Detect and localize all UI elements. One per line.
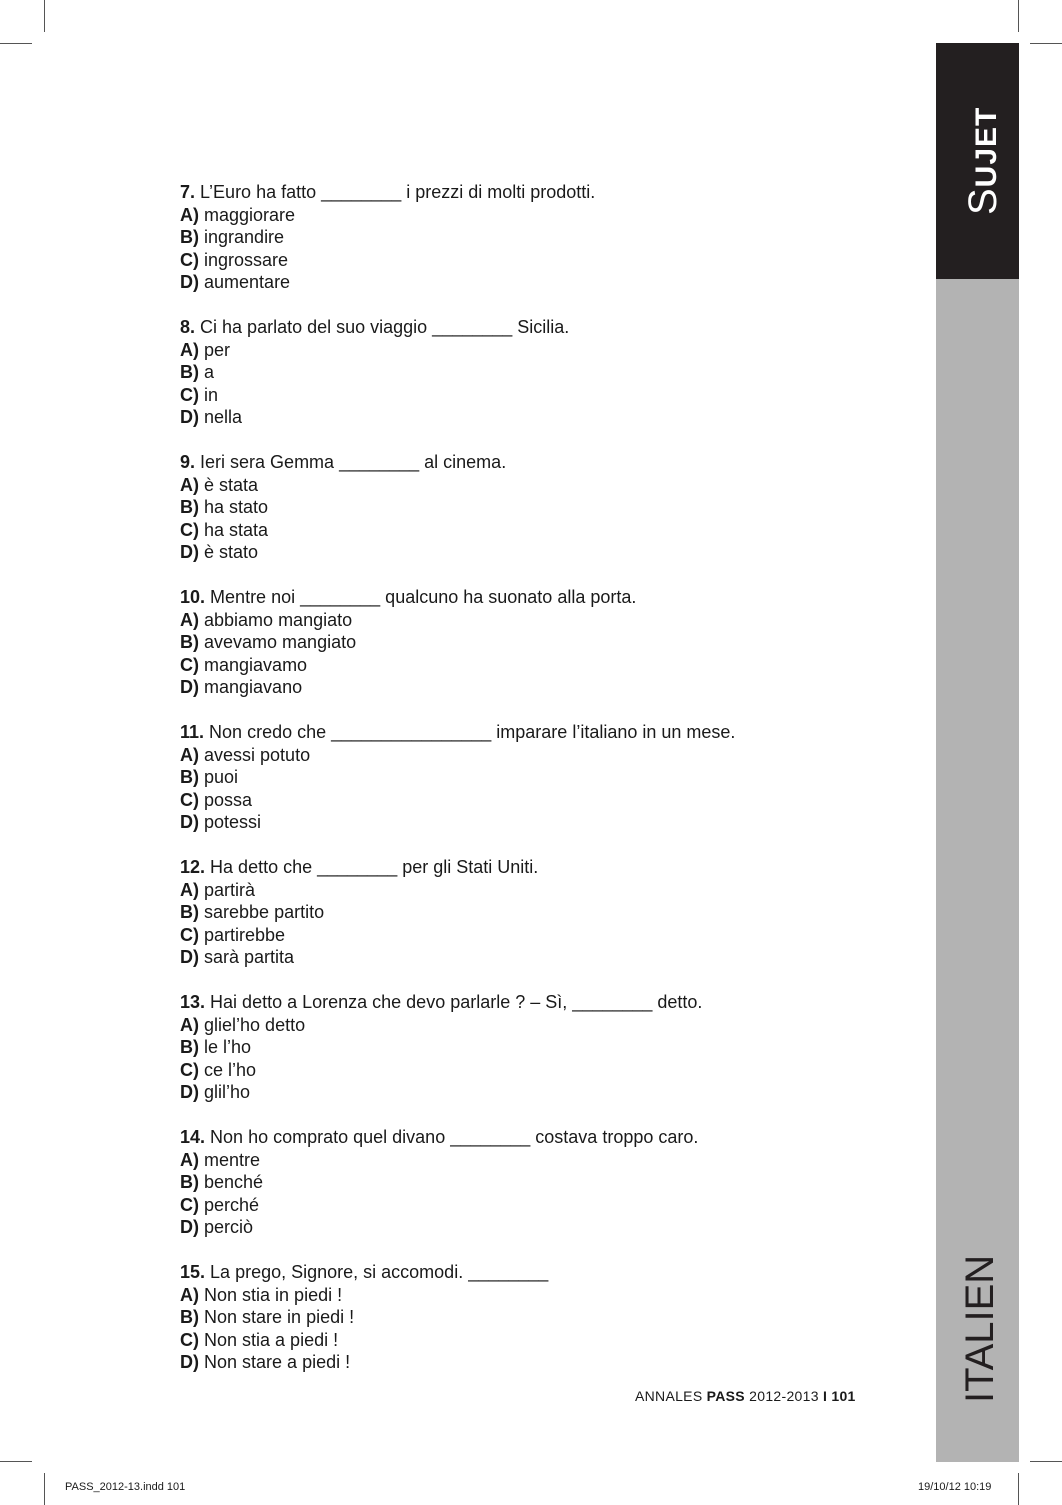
answer-option xyxy=(180,1081,880,1104)
question-number: 12. xyxy=(180,857,206,877)
answer-option xyxy=(180,1149,880,1172)
option-letter: D) xyxy=(180,272,199,292)
answer-option xyxy=(180,271,880,294)
option-letter: B) xyxy=(180,1307,199,1327)
question-stem: Non ho comprato quel divano ________ costava troppo caro. xyxy=(210,1127,699,1147)
option-letter: A) xyxy=(180,1284,199,1305)
answer-option xyxy=(180,1306,880,1329)
option-letter: B) xyxy=(180,497,199,517)
option-text: avessi potuto xyxy=(204,744,311,765)
option-letter: A) xyxy=(180,204,199,225)
option-letter: D) xyxy=(180,677,199,697)
option-letter: C) xyxy=(180,654,199,675)
answer-option xyxy=(180,946,880,969)
answer-option xyxy=(180,631,880,654)
option-letter: B) xyxy=(180,902,199,922)
question-item xyxy=(180,586,880,699)
print-slug-file: PASS_2012-13.indd 101 xyxy=(65,1481,186,1493)
question-stem: Hai detto a Lorenza che devo parlarle ? – Sì, ________ detto. xyxy=(210,992,703,1012)
option-text: abbiamo mangiato xyxy=(204,609,353,630)
option-letter: C) xyxy=(180,924,199,945)
option-text: puoi xyxy=(204,767,239,787)
answer-option xyxy=(180,654,880,677)
answer-option xyxy=(180,541,880,564)
option-text: è stata xyxy=(204,474,259,495)
question-item xyxy=(180,856,880,969)
question-stem: Mentre noi ________ qualcuno ha suonato alla porta. xyxy=(210,587,637,607)
question-number: 10. xyxy=(180,587,206,607)
question-text xyxy=(180,856,880,879)
option-letter: A) xyxy=(180,1014,199,1035)
option-text: Non stia a piedi ! xyxy=(204,1329,339,1350)
answer-option xyxy=(180,789,880,812)
question-stem: Ha detto che ________ per gli Stati Uniti. xyxy=(210,857,539,877)
answer-option xyxy=(180,204,880,227)
answer-option xyxy=(180,744,880,767)
option-text: ingrandire xyxy=(204,227,285,247)
option-letter: D) xyxy=(180,407,199,427)
answer-option xyxy=(180,361,880,384)
option-letter: C) xyxy=(180,249,199,270)
option-letter: C) xyxy=(180,789,199,810)
option-letter: A) xyxy=(180,609,199,630)
question-text xyxy=(180,991,880,1014)
option-text: ha stato xyxy=(204,497,269,517)
option-letter: D) xyxy=(180,812,199,832)
crop-mark xyxy=(1030,1461,1062,1462)
option-letter: A) xyxy=(180,879,199,900)
option-text: aumentare xyxy=(204,272,291,292)
option-text: perciò xyxy=(204,1217,254,1237)
answer-option xyxy=(180,609,880,632)
question-item xyxy=(180,451,880,564)
question-text xyxy=(180,721,880,744)
answer-option xyxy=(180,1036,880,1059)
option-text: a xyxy=(204,362,215,382)
question-item xyxy=(180,1126,880,1239)
sujet-label: SUJET xyxy=(961,106,1005,215)
question-text xyxy=(180,1261,880,1284)
option-text: potessi xyxy=(204,812,262,832)
question-stem: Non credo che ________________ imparare l’italiano in un mese. xyxy=(209,722,736,742)
answer-option xyxy=(180,901,880,924)
option-letter: D) xyxy=(180,1217,199,1237)
answer-option xyxy=(180,676,880,699)
question-item xyxy=(180,991,880,1104)
question-text xyxy=(180,451,880,474)
question-number: 7. xyxy=(180,182,196,202)
answer-option xyxy=(180,406,880,429)
option-letter: B) xyxy=(180,227,199,247)
question-stem: Ci ha parlato del suo viaggio ________ Sicilia. xyxy=(200,317,570,337)
answer-option xyxy=(180,384,880,407)
option-text: mangiavamo xyxy=(204,654,308,675)
question-stem: L’Euro ha fatto ________ i prezzi di molti prodotti. xyxy=(200,182,596,202)
option-text: sarà partita xyxy=(204,947,295,967)
option-letter: B) xyxy=(180,362,199,382)
question-item xyxy=(180,181,880,294)
option-text: ha stata xyxy=(204,519,269,540)
option-text: sarebbe partito xyxy=(204,902,325,922)
option-text: Non stare a piedi ! xyxy=(204,1352,351,1372)
question-number: 9. xyxy=(180,452,196,472)
answer-option xyxy=(180,496,880,519)
option-text: ce l’ho xyxy=(204,1059,257,1080)
option-text: per xyxy=(204,339,231,360)
option-text: nella xyxy=(204,407,243,427)
option-text: partirà xyxy=(204,879,256,900)
question-text xyxy=(180,316,880,339)
answer-option xyxy=(180,1284,880,1307)
option-text: benché xyxy=(204,1172,264,1192)
question-text xyxy=(180,181,880,204)
answer-option xyxy=(180,339,880,362)
question-number: 8. xyxy=(180,317,196,337)
option-letter: D) xyxy=(180,1352,199,1372)
answer-option xyxy=(180,879,880,902)
crop-mark xyxy=(44,1473,45,1505)
answer-option xyxy=(180,519,880,542)
option-letter: C) xyxy=(180,1329,199,1350)
option-text: Non stia in piedi ! xyxy=(204,1284,343,1305)
option-letter: B) xyxy=(180,767,199,787)
answer-option xyxy=(180,1329,880,1352)
answer-option xyxy=(180,249,880,272)
question-stem: La prego, Signore, si accomodi. ________ xyxy=(210,1262,549,1282)
option-letter: B) xyxy=(180,1037,199,1057)
option-text: gliel’ho detto xyxy=(204,1014,306,1035)
option-letter: D) xyxy=(180,947,199,967)
option-letter: D) xyxy=(180,542,199,562)
answer-option xyxy=(180,1059,880,1082)
option-letter: A) xyxy=(180,474,199,495)
crop-mark xyxy=(44,0,45,32)
option-text: maggiorare xyxy=(204,204,296,225)
option-text: mangiavano xyxy=(204,677,303,697)
question-number: 14. xyxy=(180,1127,206,1147)
option-text: ingrossare xyxy=(204,249,289,270)
question-number: 15. xyxy=(180,1262,206,1282)
question-item xyxy=(180,721,880,834)
option-text: le l’ho xyxy=(204,1037,252,1057)
answer-option xyxy=(180,924,880,947)
sujet-tab xyxy=(936,43,1019,279)
crop-mark xyxy=(1030,43,1062,44)
question-text xyxy=(180,586,880,609)
answer-option xyxy=(180,1194,880,1217)
option-letter: B) xyxy=(180,632,199,652)
option-letter: A) xyxy=(180,744,199,765)
answer-option xyxy=(180,1014,880,1037)
option-letter: C) xyxy=(180,1059,199,1080)
crop-mark xyxy=(1018,1473,1019,1505)
question-stem: Ieri sera Gemma ________ al cinema. xyxy=(200,452,507,472)
question-number: 11. xyxy=(180,722,205,742)
question-text xyxy=(180,1126,880,1149)
option-text: mentre xyxy=(204,1149,261,1170)
subject-tab xyxy=(936,279,1019,1462)
question-list xyxy=(180,181,880,1396)
answer-option xyxy=(180,811,880,834)
answer-option xyxy=(180,766,880,789)
question-item xyxy=(180,316,880,429)
question-item xyxy=(180,1261,880,1374)
option-letter: B) xyxy=(180,1172,199,1192)
option-text: glil’ho xyxy=(204,1082,251,1102)
option-text: in xyxy=(204,384,219,405)
option-letter: A) xyxy=(180,339,199,360)
question-number: 13. xyxy=(180,992,206,1012)
answer-option xyxy=(180,1351,880,1374)
crop-mark xyxy=(1018,0,1019,32)
answer-option xyxy=(180,474,880,497)
option-text: partirebbe xyxy=(204,924,286,945)
option-text: perché xyxy=(204,1194,260,1215)
option-text: avevamo mangiato xyxy=(204,632,357,652)
option-letter: C) xyxy=(180,519,199,540)
option-text: è stato xyxy=(204,542,259,562)
crop-mark xyxy=(0,43,32,44)
answer-option xyxy=(180,1216,880,1239)
crop-mark xyxy=(0,1461,32,1462)
page-footer: ANNALES PASS 2012-2013 I 101 xyxy=(635,1388,856,1404)
option-letter: A) xyxy=(180,1149,199,1170)
option-text: possa xyxy=(204,789,253,810)
option-letter: C) xyxy=(180,384,199,405)
subject-label: ITALIEN xyxy=(958,1254,1002,1403)
option-letter: C) xyxy=(180,1194,199,1215)
print-slug-date: 19/10/12 10:19 xyxy=(918,1481,992,1493)
option-text: Non stare in piedi ! xyxy=(204,1307,355,1327)
option-letter: D) xyxy=(180,1082,199,1102)
answer-option xyxy=(180,1171,880,1194)
answer-option xyxy=(180,226,880,249)
